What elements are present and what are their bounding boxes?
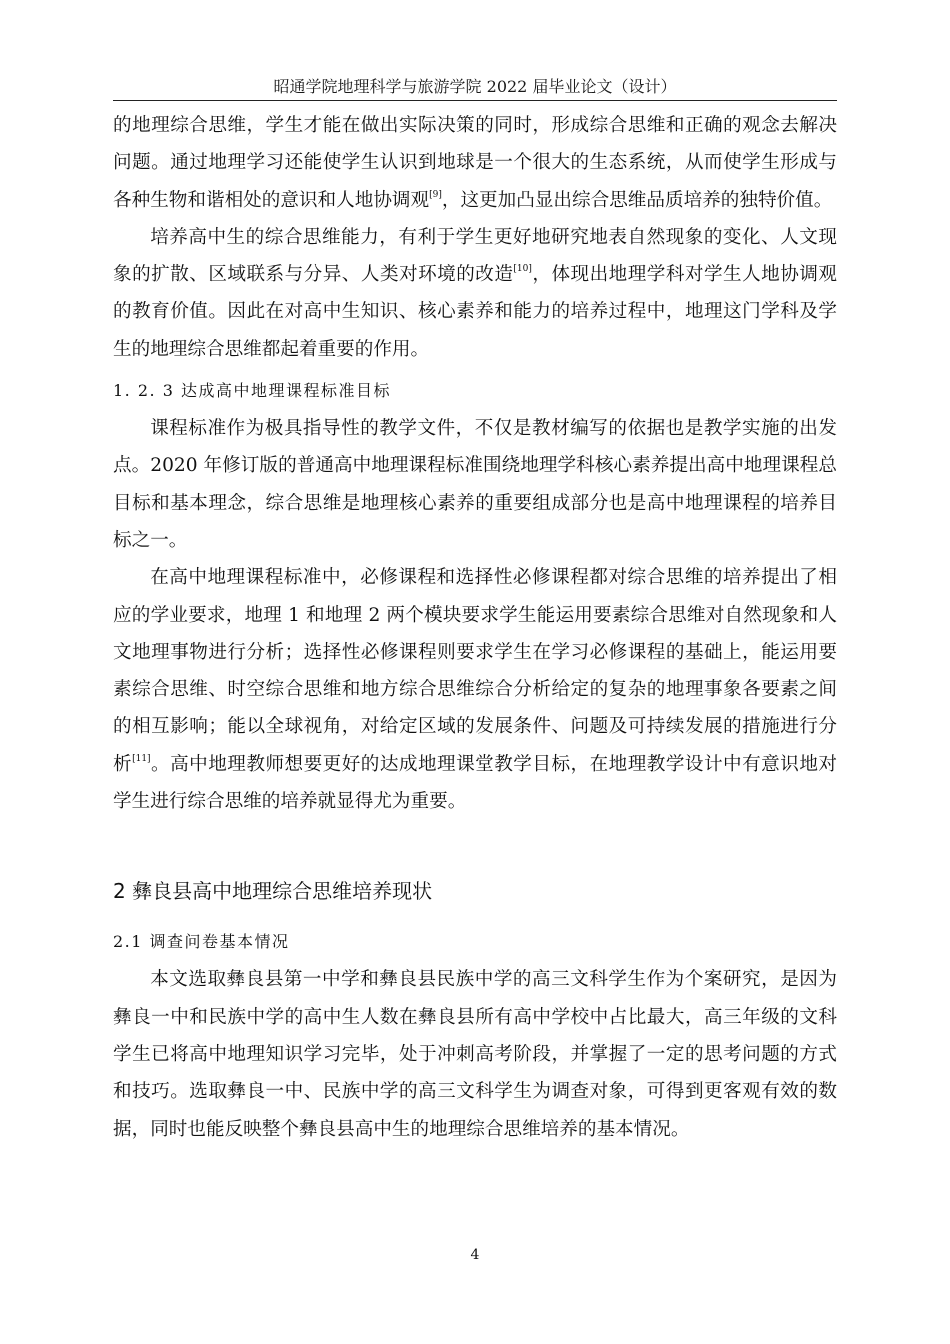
- page-number: 4: [470, 1247, 480, 1263]
- citation-ref: [10]: [513, 264, 532, 275]
- paragraph-requirements: [113, 559, 837, 820]
- document-body: [113, 107, 837, 1148]
- chapter-heading-2: 2 彝良县高中地理综合思维培养现状: [113, 879, 433, 904]
- paragraph-text: ，这更加凸显出综合思维品质培养的独特价值。: [441, 189, 833, 211]
- citation-ref: [11]: [132, 753, 151, 764]
- header-divider: [113, 100, 837, 101]
- paragraph-text: ，体现出地理学科对学生人地协调观的教育价值。因此在对高中生知识、核心素养和能力的培养过程中，地理这门学科及学生的地理综合思维都起着重要的作用。: [113, 264, 837, 360]
- paragraph-text: 在高中地理课程标准中，必修课程和选择性必修课程都对综合思维的培养提出了相应的学业要求，地理 1 和地理 2 两个模块要求学生能运用要素综合思维对自然现象和人文地理事物进行分析；选择性必修课程则要求学生在学习必修课程的基础上，能运用要素综合思维、时空综合思维和地方综合思维综合分析给定的复杂的地理事象各要素之间的相互影响；能以全球视角，对给定区域的发展条件、问题及可持续发展的措施进行分析: [113, 567, 837, 775]
- running-header: 昭通学院地理科学与旅游学院 2022 届毕业论文（设计）: [273, 77, 677, 96]
- paragraph-text: 培养高中生的综合思维能力，有利于学生更好地研究地表自然现象的变化、人文现象的扩散、区域联系与分异、人类对环境的改造: [113, 226, 837, 286]
- section-heading-1-2-3: 1. 2. 3 达成高中地理课程标准目标: [113, 381, 391, 401]
- paragraph-survey: 本文选取彝良县第一中学和彝良县民族中学的高三文科学生作为个案研究，是因为彝良一中和民族中学的高中生人数在彝良县所有高中学校中占比最大，高三年级的文科学生已将高中地理知识学习完毕，处于冲刺高考阶段，并掌握了一定的思考问题的方式和技巧。选取彝良一中、民族中学的高三文科学生为调查对象，可得到更客观有效的数据，同时也能反映整个彝良县高中生的地理综合思维培养的基本情况。: [113, 969, 837, 1140]
- citation-ref: [9]: [429, 189, 442, 200]
- paragraph-text: 的地理综合思维，学生才能在做出实际决策的同时，形成综合思维和正确的观念去解决问题。通过地理学习还能使学生认识到地球是一个很大的生态系统，从而使学生形成与各种生物和谐相处的意识和人地协调观: [113, 115, 837, 211]
- paragraph-text: 。高中地理教师想要更好的达成地理课堂教学目标，在地理教学设计中有意识地对学生进行综合思维的培养就显得尤为重要。: [113, 753, 837, 813]
- paragraph-continuation: [113, 107, 837, 219]
- section-heading-2-1: 2.1 调查问卷基本情况: [113, 932, 290, 952]
- paragraph-curriculum-standard: 课程标准作为极具指导性的教学文件，不仅是教材编写的依据也是教学实施的出发点。2020 年修订版的普通高中地理课程标准围绕地理学科核心素养提出高中地理课程总目标和基本理念，综合思维是地理核心素养的重要组成部分也是高中地理课程的培养目标之一。: [113, 418, 837, 551]
- paragraph-comprehensive-thinking: [113, 219, 837, 368]
